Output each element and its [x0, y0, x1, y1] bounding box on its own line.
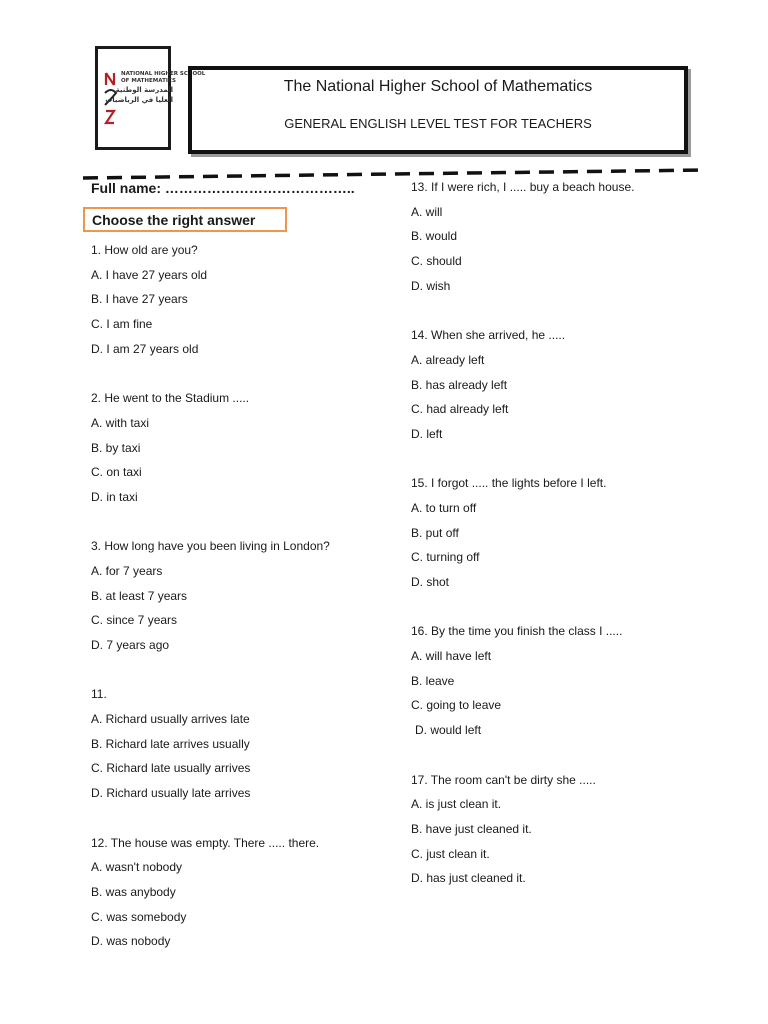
- answer-option[interactable]: A. already left: [411, 352, 485, 367]
- answer-option[interactable]: C. Richard late usually arrives: [91, 761, 251, 776]
- answer-option[interactable]: D. shot: [411, 575, 450, 589]
- answer-option[interactable]: D. I am 27 years old: [91, 341, 199, 356]
- answer-option[interactable]: B. would: [411, 229, 458, 244]
- answer-option[interactable]: D. was nobody: [91, 934, 171, 949]
- page-subtitle: GENERAL ENGLISH LEVEL TEST FOR TEACHERS: [284, 116, 592, 131]
- question-block: [91, 538, 401, 686]
- question-text: 16. By the time you finish the class I .....: [411, 624, 623, 639]
- answer-option[interactable]: C. I am fine: [91, 317, 153, 332]
- answer-option[interactable]: C. since 7 years: [91, 613, 178, 628]
- answer-option[interactable]: A. wasn't nobody: [91, 860, 183, 875]
- answer-option[interactable]: B. Richard late arrives usually: [91, 736, 250, 751]
- answer-option[interactable]: D. Richard usually late arrives: [91, 786, 251, 801]
- answer-option[interactable]: B. have just cleaned it.: [411, 821, 532, 836]
- answer-option[interactable]: A. I have 27 years old: [91, 267, 208, 282]
- answer-option[interactable]: B. leave: [411, 673, 455, 688]
- answer-option[interactable]: B. by taxi: [91, 440, 141, 455]
- answer-option[interactable]: D. would left: [415, 723, 482, 738]
- question-text: 3. How long have you been living in London?: [91, 539, 330, 554]
- page-title: The National Higher School of Mathematics: [283, 78, 593, 95]
- question-block: [411, 772, 721, 895]
- answer-option[interactable]: B. was anybody: [91, 884, 176, 899]
- question-block: [91, 835, 401, 958]
- answer-option[interactable]: C. should: [411, 254, 462, 269]
- question-block: [411, 327, 721, 475]
- answer-option[interactable]: A. with taxi: [91, 415, 150, 430]
- question-text: 1. How old are you?: [91, 243, 198, 257]
- answer-option[interactable]: A. is just clean it.: [411, 797, 502, 812]
- logo-en-line1: NATIONAL HIGHER SCHOOL: [121, 71, 206, 77]
- question-block: [91, 242, 401, 390]
- questions-left-column: [91, 242, 401, 958]
- question-text: 13. If I were rich, I ..... buy a beach house.: [411, 180, 635, 194]
- question-text: 17. The room can't be dirty she .....: [411, 772, 596, 787]
- answer-option[interactable]: C. just clean it.: [411, 846, 490, 861]
- answer-option[interactable]: D. in taxi: [91, 489, 138, 504]
- answer-option[interactable]: B. put off: [411, 525, 459, 540]
- answer-option[interactable]: B. has already left: [411, 377, 508, 392]
- answer-option[interactable]: C. going to leave: [411, 698, 502, 713]
- answer-option[interactable]: B. I have 27 years: [91, 292, 188, 307]
- question-text: 14. When she arrived, he .....: [411, 328, 566, 343]
- question-text: 2. He went to the Stadium .....: [91, 391, 250, 406]
- answer-option[interactable]: D. left: [411, 426, 443, 441]
- question-block: [411, 179, 721, 327]
- answer-option[interactable]: C. had already left: [411, 402, 509, 417]
- instruction-box: [83, 207, 287, 232]
- question-block: [411, 475, 721, 623]
- question-block: [411, 623, 721, 771]
- questions-right-column: [411, 179, 721, 895]
- logo-ar-line2: العليا في الرياضيات: [105, 96, 173, 104]
- answer-option[interactable]: C. on taxi: [91, 465, 142, 480]
- answer-option[interactable]: D. wish: [411, 278, 451, 293]
- answer-option[interactable]: A. will have left: [411, 649, 492, 664]
- answer-option[interactable]: A. to turn off: [411, 500, 477, 515]
- dashed-divider: [0, 0, 768, 190]
- instruction-label: Choose the right answer: [92, 212, 256, 228]
- answer-option[interactable]: D. 7 years ago: [91, 638, 170, 652]
- logo-ar-line1: المدرسة الوطنية: [115, 86, 173, 94]
- answer-option[interactable]: A. for 7 years: [91, 563, 163, 578]
- answer-option[interactable]: C. was somebody: [91, 909, 187, 924]
- answer-option[interactable]: A. Richard usually arrives late: [91, 712, 250, 727]
- answer-option[interactable]: B. at least 7 years: [91, 588, 188, 603]
- question-block: [91, 686, 401, 834]
- question-text: 15. I forgot ..... the lights before I left.: [411, 476, 607, 491]
- question-text: 12. The house was empty. There ..... there.: [91, 835, 320, 850]
- answer-option[interactable]: C. turning off: [411, 550, 480, 565]
- question-text: 11.: [91, 687, 107, 702]
- answer-option[interactable]: A. will: [411, 204, 443, 219]
- fullname-field[interactable]: Full name: …………………………………..: [91, 180, 355, 196]
- question-block: [91, 390, 401, 538]
- logo-en-line2: OF MATHEMATICS: [121, 78, 176, 84]
- answer-option[interactable]: D. has just cleaned it.: [411, 871, 526, 886]
